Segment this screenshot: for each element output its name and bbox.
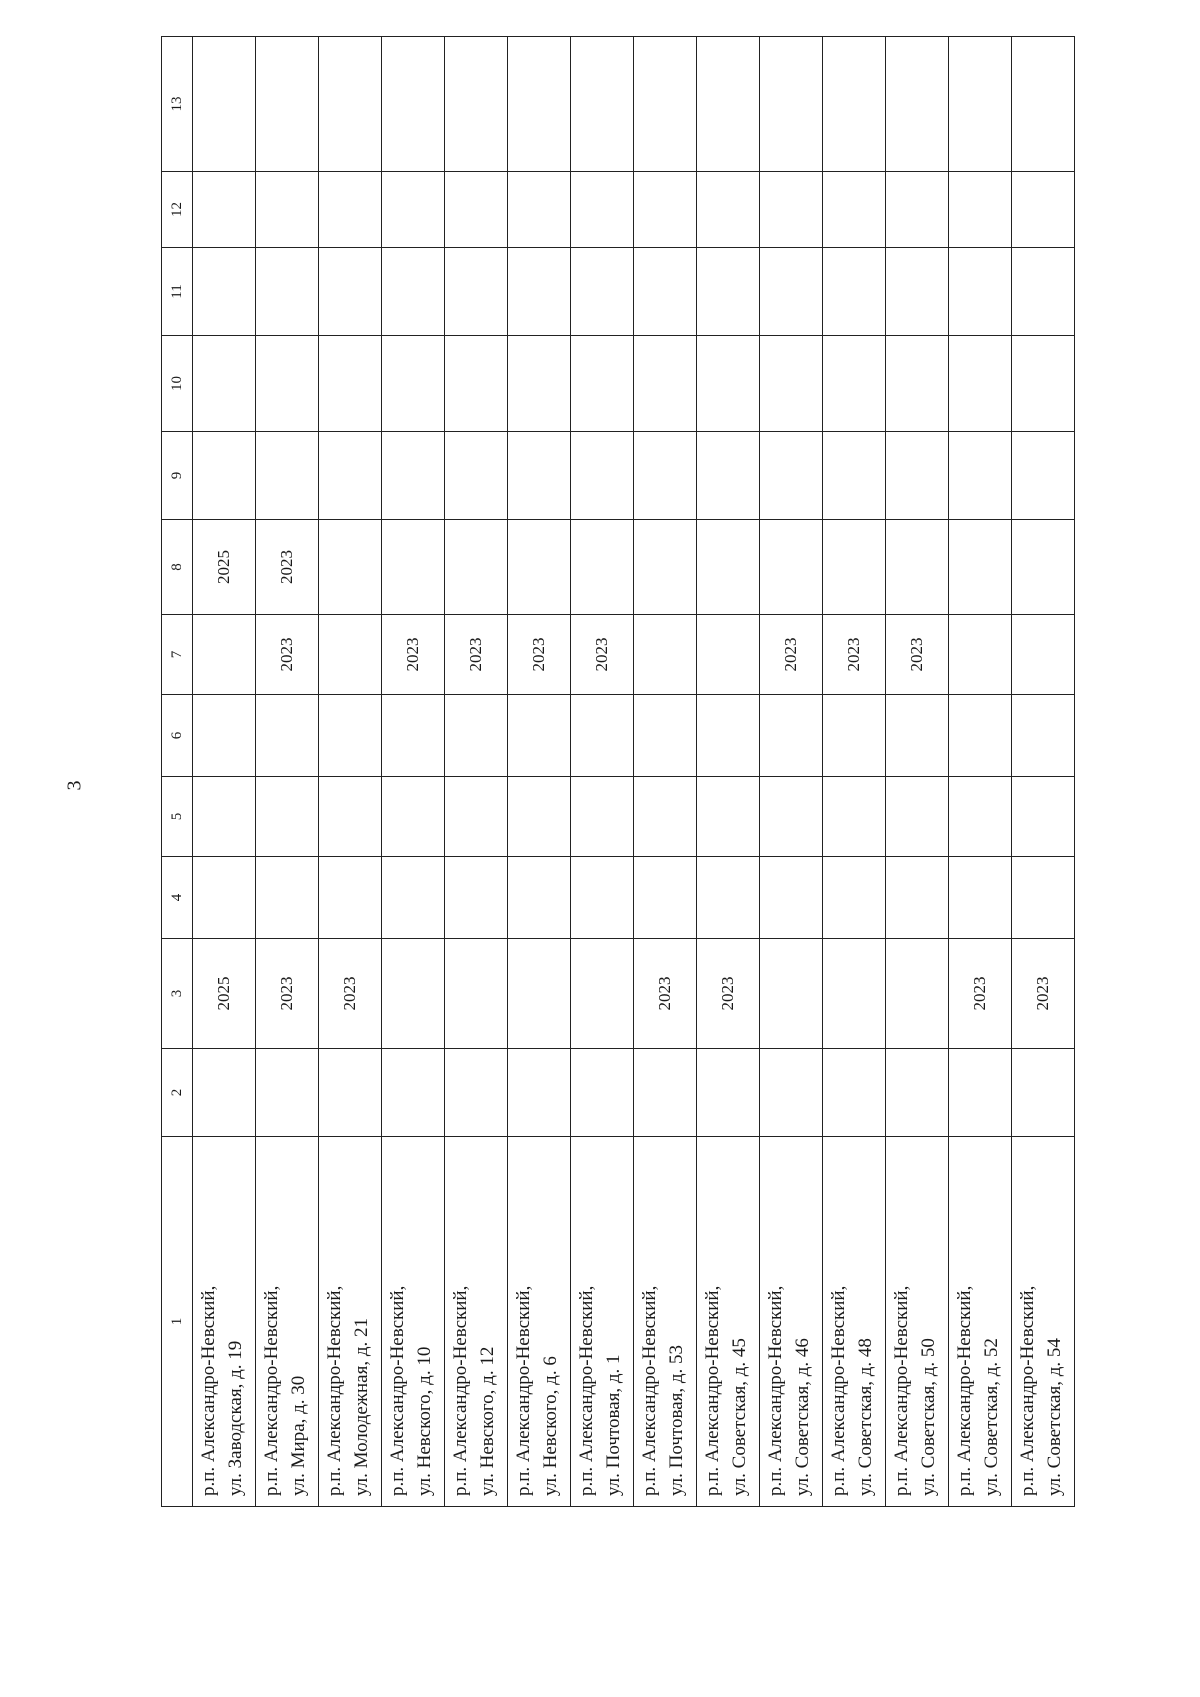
year-cell [571, 939, 634, 1049]
year-cell [760, 777, 823, 857]
address-settlement: р.п. Александро-Невский, [765, 1285, 786, 1496]
year-cell [571, 432, 634, 520]
year-cell [571, 248, 634, 336]
year-cell [382, 336, 445, 432]
year-cell [823, 1049, 886, 1137]
column-header: 5 [162, 777, 193, 857]
year-cell [382, 777, 445, 857]
year-value: 2023 [844, 637, 863, 672]
year-cell [193, 37, 256, 172]
column-header: 6 [162, 695, 193, 777]
year-cell [634, 172, 697, 248]
year-cell [193, 777, 256, 857]
address-settlement: р.п. Александро-Невский, [702, 1285, 723, 1496]
year-cell [571, 520, 634, 615]
year-cell [949, 432, 1012, 520]
year-cell [823, 777, 886, 857]
year-cell [634, 939, 697, 1049]
year-cell [823, 615, 886, 695]
address-street: ул. Советская, д. 46 [792, 1338, 813, 1496]
address-cell [886, 1137, 949, 1507]
year-cell [256, 37, 319, 172]
address-settlement: р.п. Александро-Невский, [261, 1285, 282, 1496]
year-cell [697, 37, 760, 172]
year-cell [508, 939, 571, 1049]
address-street: ул. Невского, д. 6 [540, 1356, 561, 1496]
year-cell [508, 857, 571, 939]
year-cell [760, 615, 823, 695]
year-cell [949, 248, 1012, 336]
address-settlement: р.п. Александро-Невский, [639, 1285, 660, 1496]
address-settlement: р.п. Александро-Невский, [891, 1285, 912, 1496]
year-cell [634, 615, 697, 695]
year-cell [823, 695, 886, 777]
year-cell [508, 248, 571, 336]
year-cell [823, 432, 886, 520]
year-cell [886, 695, 949, 777]
year-cell [256, 248, 319, 336]
year-cell [697, 1049, 760, 1137]
year-cell [256, 432, 319, 520]
year-cell [382, 695, 445, 777]
year-cell [445, 432, 508, 520]
column-header: 8 [162, 520, 193, 615]
year-cell [193, 615, 256, 695]
year-cell [319, 37, 382, 172]
year-cell [1012, 615, 1075, 695]
year-cell [256, 777, 319, 857]
year-cell [949, 336, 1012, 432]
year-cell [256, 695, 319, 777]
year-cell [634, 248, 697, 336]
year-cell [886, 336, 949, 432]
page-number: 3 [63, 780, 86, 791]
year-cell [382, 172, 445, 248]
table-row [319, 37, 382, 1507]
year-cell [823, 939, 886, 1049]
year-cell [886, 939, 949, 1049]
address-settlement: р.п. Александро-Невский, [828, 1285, 849, 1496]
year-cell [445, 172, 508, 248]
year-cell [886, 37, 949, 172]
year-cell [445, 336, 508, 432]
year-cell [697, 939, 760, 1049]
year-cell [634, 1049, 697, 1137]
year-cell [697, 432, 760, 520]
table-row [571, 37, 634, 1507]
table-row [823, 37, 886, 1507]
year-cell [256, 520, 319, 615]
year-cell [949, 857, 1012, 939]
address-cell [949, 1137, 1012, 1507]
year-cell [571, 695, 634, 777]
year-cell [319, 777, 382, 857]
year-cell [319, 857, 382, 939]
year-cell [319, 615, 382, 695]
column-header: 10 [162, 336, 193, 432]
table-body [193, 37, 1075, 1507]
year-cell [760, 336, 823, 432]
year-cell [508, 172, 571, 248]
address-settlement: р.п. Александро-Невский, [450, 1285, 471, 1496]
year-cell [193, 432, 256, 520]
year-cell [382, 520, 445, 615]
year-cell [949, 695, 1012, 777]
year-cell [760, 248, 823, 336]
table-row [697, 37, 760, 1507]
year-cell [697, 172, 760, 248]
address-street: ул. Невского, д. 10 [414, 1346, 435, 1496]
year-value: 2023 [277, 976, 296, 1011]
year-cell [445, 248, 508, 336]
address-street: ул. Советская, д. 52 [981, 1338, 1002, 1496]
year-cell [949, 939, 1012, 1049]
year-cell [256, 939, 319, 1049]
year-cell [571, 777, 634, 857]
address-cell [193, 1137, 256, 1507]
address-settlement: р.п. Александро-Невский, [387, 1285, 408, 1496]
column-header: 11 [162, 248, 193, 336]
year-cell [193, 857, 256, 939]
year-cell [508, 695, 571, 777]
year-cell [445, 615, 508, 695]
year-cell [697, 777, 760, 857]
year-cell [256, 857, 319, 939]
year-cell [823, 520, 886, 615]
table-row [1012, 37, 1075, 1507]
year-cell [886, 615, 949, 695]
address-street: ул. Советская, д. 54 [1044, 1338, 1065, 1496]
year-value: 2023 [718, 976, 737, 1011]
year-cell [508, 520, 571, 615]
year-cell [634, 857, 697, 939]
year-cell [256, 1049, 319, 1137]
year-cell [445, 857, 508, 939]
year-cell [445, 520, 508, 615]
year-cell [193, 939, 256, 1049]
year-cell [949, 520, 1012, 615]
year-cell [634, 37, 697, 172]
year-cell [193, 248, 256, 336]
address-cell [823, 1137, 886, 1507]
address-settlement: р.п. Александро-Невский, [513, 1285, 534, 1496]
address-street: ул. Мира, д. 30 [288, 1375, 309, 1496]
year-cell [760, 1049, 823, 1137]
year-cell [886, 1049, 949, 1137]
year-cell [949, 172, 1012, 248]
address-street: ул. Невского, д. 12 [477, 1346, 498, 1496]
year-cell [1012, 857, 1075, 939]
year-cell [949, 37, 1012, 172]
year-value: 2025 [214, 550, 233, 584]
year-cell [697, 615, 760, 695]
address-cell [508, 1137, 571, 1507]
year-cell [760, 520, 823, 615]
address-settlement: р.п. Александро-Невский, [324, 1285, 345, 1496]
address-cell [382, 1137, 445, 1507]
year-cell [445, 1049, 508, 1137]
year-value: 2023 [466, 637, 485, 672]
year-cell [319, 939, 382, 1049]
year-cell [1012, 1049, 1075, 1137]
address-street: ул. Молодежная, д. 21 [351, 1318, 372, 1496]
column-header: 13 [162, 37, 193, 172]
year-cell [319, 172, 382, 248]
year-cell [571, 857, 634, 939]
year-cell [1012, 695, 1075, 777]
year-cell [823, 172, 886, 248]
table-row [256, 37, 319, 1507]
year-cell [382, 432, 445, 520]
year-cell [319, 248, 382, 336]
year-cell [760, 939, 823, 1049]
year-cell [1012, 248, 1075, 336]
year-cell [508, 336, 571, 432]
year-cell [193, 336, 256, 432]
year-cell [382, 615, 445, 695]
year-cell [382, 37, 445, 172]
year-cell [445, 777, 508, 857]
year-cell [760, 172, 823, 248]
year-value: 2023 [655, 976, 674, 1011]
column-header: 9 [162, 432, 193, 520]
year-cell [949, 615, 1012, 695]
column-header: 12 [162, 172, 193, 248]
year-cell [445, 37, 508, 172]
year-cell [823, 37, 886, 172]
year-cell [760, 432, 823, 520]
year-cell [571, 336, 634, 432]
year-value: 2023 [592, 637, 611, 672]
year-cell [193, 1049, 256, 1137]
year-cell [697, 695, 760, 777]
address-street: ул. Почтовая, д. 53 [666, 1344, 687, 1496]
year-cell [256, 336, 319, 432]
table-row [445, 37, 508, 1507]
address-cell [571, 1137, 634, 1507]
year-cell [1012, 777, 1075, 857]
year-cell [697, 248, 760, 336]
year-cell [697, 520, 760, 615]
year-cell [1012, 336, 1075, 432]
year-cell [760, 695, 823, 777]
year-cell [508, 777, 571, 857]
year-cell [319, 432, 382, 520]
year-cell [508, 432, 571, 520]
table-header-row [162, 37, 193, 1507]
year-cell [823, 857, 886, 939]
year-value: 2023 [781, 637, 800, 672]
year-cell [886, 857, 949, 939]
year-cell [949, 1049, 1012, 1137]
year-cell [256, 172, 319, 248]
year-cell [382, 1049, 445, 1137]
address-cell [760, 1137, 823, 1507]
year-value: 2025 [214, 976, 233, 1011]
year-cell [760, 37, 823, 172]
address-cell [319, 1137, 382, 1507]
year-cell [760, 857, 823, 939]
year-cell [949, 777, 1012, 857]
year-cell [445, 695, 508, 777]
year-cell [319, 520, 382, 615]
address-cell [445, 1137, 508, 1507]
year-cell [634, 777, 697, 857]
year-cell [319, 1049, 382, 1137]
address-street: ул. Советская, д. 48 [855, 1338, 876, 1496]
year-cell [571, 37, 634, 172]
column-header: 2 [162, 1049, 193, 1137]
address-cell [1012, 1137, 1075, 1507]
year-cell [823, 248, 886, 336]
year-cell [571, 1049, 634, 1137]
table-row [886, 37, 949, 1507]
year-value: 2023 [277, 550, 296, 584]
address-street: ул. Советская, д. 45 [729, 1338, 750, 1496]
column-header: 1 [162, 1137, 193, 1507]
year-cell [319, 336, 382, 432]
table-row [193, 37, 256, 1507]
year-cell [256, 615, 319, 695]
address-street: ул. Советская, д. 50 [918, 1338, 939, 1496]
address-cell [256, 1137, 319, 1507]
address-street: ул. Заводская, д. 19 [225, 1340, 246, 1496]
year-cell [382, 939, 445, 1049]
year-cell [571, 615, 634, 695]
year-cell [886, 432, 949, 520]
table-row [382, 37, 445, 1507]
year-cell [823, 336, 886, 432]
schedule-table [161, 36, 1075, 1507]
table-row [760, 37, 823, 1507]
year-cell [508, 37, 571, 172]
year-cell [1012, 172, 1075, 248]
address-settlement: р.п. Александро-Невский, [1017, 1285, 1038, 1496]
column-header: 4 [162, 857, 193, 939]
column-header: 7 [162, 615, 193, 695]
address-cell [697, 1137, 760, 1507]
year-value: 2023 [277, 637, 296, 672]
address-settlement: р.п. Александро-Невский, [576, 1285, 597, 1496]
year-cell [571, 172, 634, 248]
year-cell [1012, 520, 1075, 615]
year-cell [1012, 37, 1075, 172]
year-cell [193, 520, 256, 615]
year-cell [445, 939, 508, 1049]
year-value: 2023 [907, 637, 926, 672]
year-cell [697, 336, 760, 432]
year-cell [508, 615, 571, 695]
year-cell [886, 248, 949, 336]
year-cell [634, 520, 697, 615]
year-cell [382, 248, 445, 336]
year-cell [634, 336, 697, 432]
year-value: 2023 [970, 976, 989, 1011]
rotated-table-container [161, 96, 1121, 1507]
year-value: 2023 [1033, 976, 1052, 1011]
year-cell [193, 695, 256, 777]
address-street: ул. Почтовая, д. 1 [603, 1354, 624, 1496]
column-header: 3 [162, 939, 193, 1049]
table-row [634, 37, 697, 1507]
year-cell [886, 520, 949, 615]
year-cell [1012, 432, 1075, 520]
year-value: 2023 [403, 637, 422, 672]
year-cell [382, 857, 445, 939]
year-cell [697, 857, 760, 939]
year-cell [508, 1049, 571, 1137]
address-cell [634, 1137, 697, 1507]
year-cell [1012, 939, 1075, 1049]
table-row [508, 37, 571, 1507]
year-cell [634, 695, 697, 777]
year-cell [193, 172, 256, 248]
year-cell [886, 777, 949, 857]
year-cell [886, 172, 949, 248]
table-row [949, 37, 1012, 1507]
year-cell [319, 695, 382, 777]
address-settlement: р.п. Александро-Невский, [954, 1285, 975, 1496]
address-settlement: р.п. Александро-Невский, [198, 1285, 219, 1496]
year-value: 2023 [340, 976, 359, 1011]
year-cell [634, 432, 697, 520]
year-value: 2023 [529, 637, 548, 672]
